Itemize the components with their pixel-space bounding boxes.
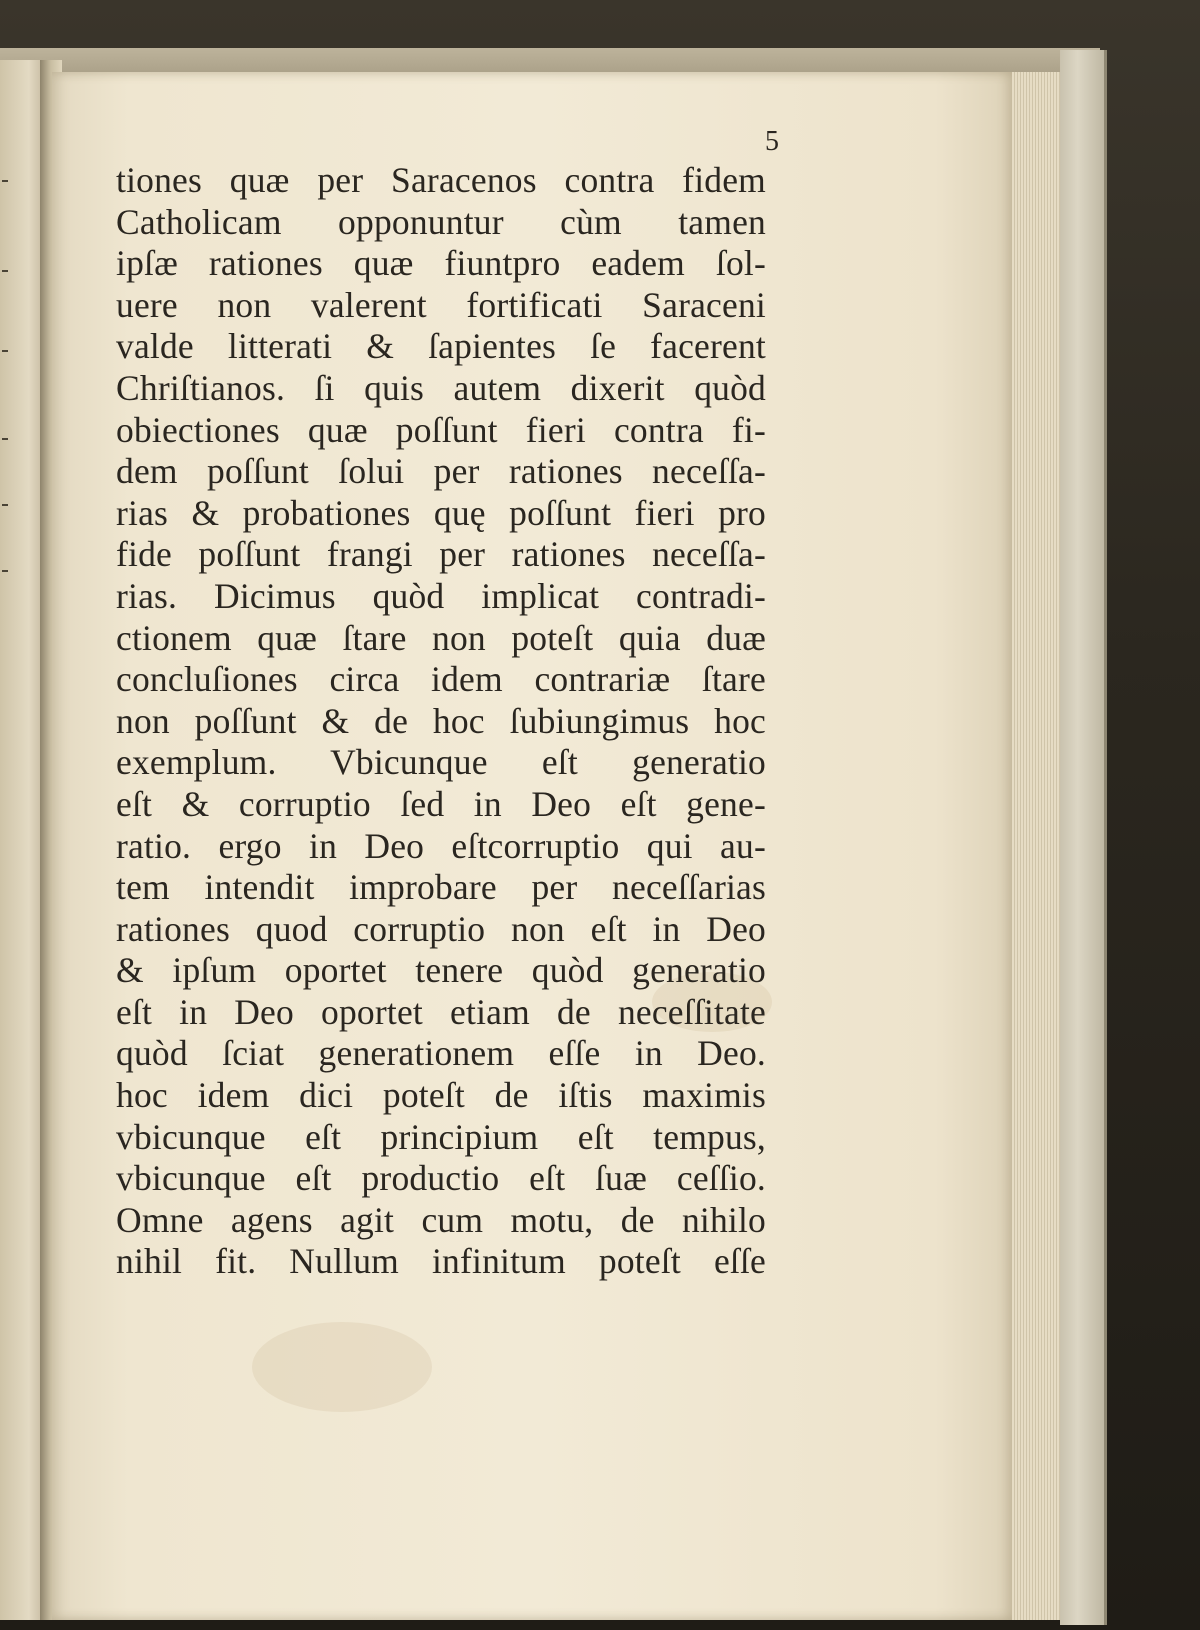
book-cover-board (1060, 50, 1107, 1625)
left-page-mark (2, 570, 8, 572)
text-line: vbicunque eſt principium eſt tempus, (116, 1116, 766, 1157)
text-line: rationes quod corruptio non eſt in Deo (116, 908, 766, 949)
text-line: rias & probationes quę poſſunt fieri pro (116, 492, 766, 533)
text-line: valde litterati & ſapientes ſe facerent (116, 326, 766, 367)
text-line: hoc idem dici poteſt de iſtis maximis (116, 1075, 766, 1116)
page-number: 5 (765, 126, 779, 157)
text-line: rias. Dicimus quòd implicat contradi- (116, 575, 766, 616)
text-line: concluſiones circa idem contrariæ ſtare (116, 659, 766, 700)
text-line: ipſæ rationes quæ fiuntpro eadem ſol- (116, 243, 766, 284)
left-page-mark (2, 350, 8, 352)
text-line: ratio. ergo in Deo eſtcorruptio qui au- (116, 825, 766, 866)
text-line: quòd ſciat generationem eſſe in Deo. (116, 1033, 766, 1074)
text-line: exemplum. Vbicunque eſt generatio (116, 742, 766, 783)
left-page-mark (2, 438, 8, 440)
text-line: ctionem quæ ſtare non poteſt quia duæ (116, 617, 766, 658)
text-line: & ipſum oportet tenere quòd generatio (116, 950, 766, 991)
text-line: Omne agens agit cum motu, de nihilo (116, 1199, 766, 1240)
text-line: fide poſſunt frangi per rationes neceſſa- (116, 534, 766, 575)
body-text (116, 160, 766, 1283)
text-line: eſt & corruptio ſed in Deo eſt gene- (116, 783, 766, 824)
left-page-mark (2, 180, 8, 182)
text-line: uere non valerent fortificati Saraceni (116, 284, 766, 325)
text-line: dem poſſunt ſolui per rationes neceſſa- (116, 451, 766, 492)
text-line: obiectiones quæ poſſunt fieri contra fi- (116, 409, 766, 450)
text-line: vbicunque eſt productio eſt ſuæ ceſſio. (116, 1158, 766, 1199)
text-line: eſt in Deo oportet etiam de neceſſitate (116, 991, 766, 1032)
text-line: nihil fit. Nullum infinitum poteſt eſſe (116, 1241, 766, 1282)
left-page-mark (2, 504, 8, 506)
text-line: Chriſtianos. ſi quis autem dixerit quòd (116, 367, 766, 408)
text-line: Catholicam opponuntur cùm tamen (116, 201, 766, 242)
left-page-mark (2, 270, 8, 272)
paper-stain (252, 1322, 432, 1412)
text-line: tem intendit improbare per neceſſarias (116, 867, 766, 908)
text-line: tiones quæ per Saracenos contra fidem (116, 160, 766, 200)
text-line: non poſſunt & de hoc ſubiungimus hoc (116, 700, 766, 741)
